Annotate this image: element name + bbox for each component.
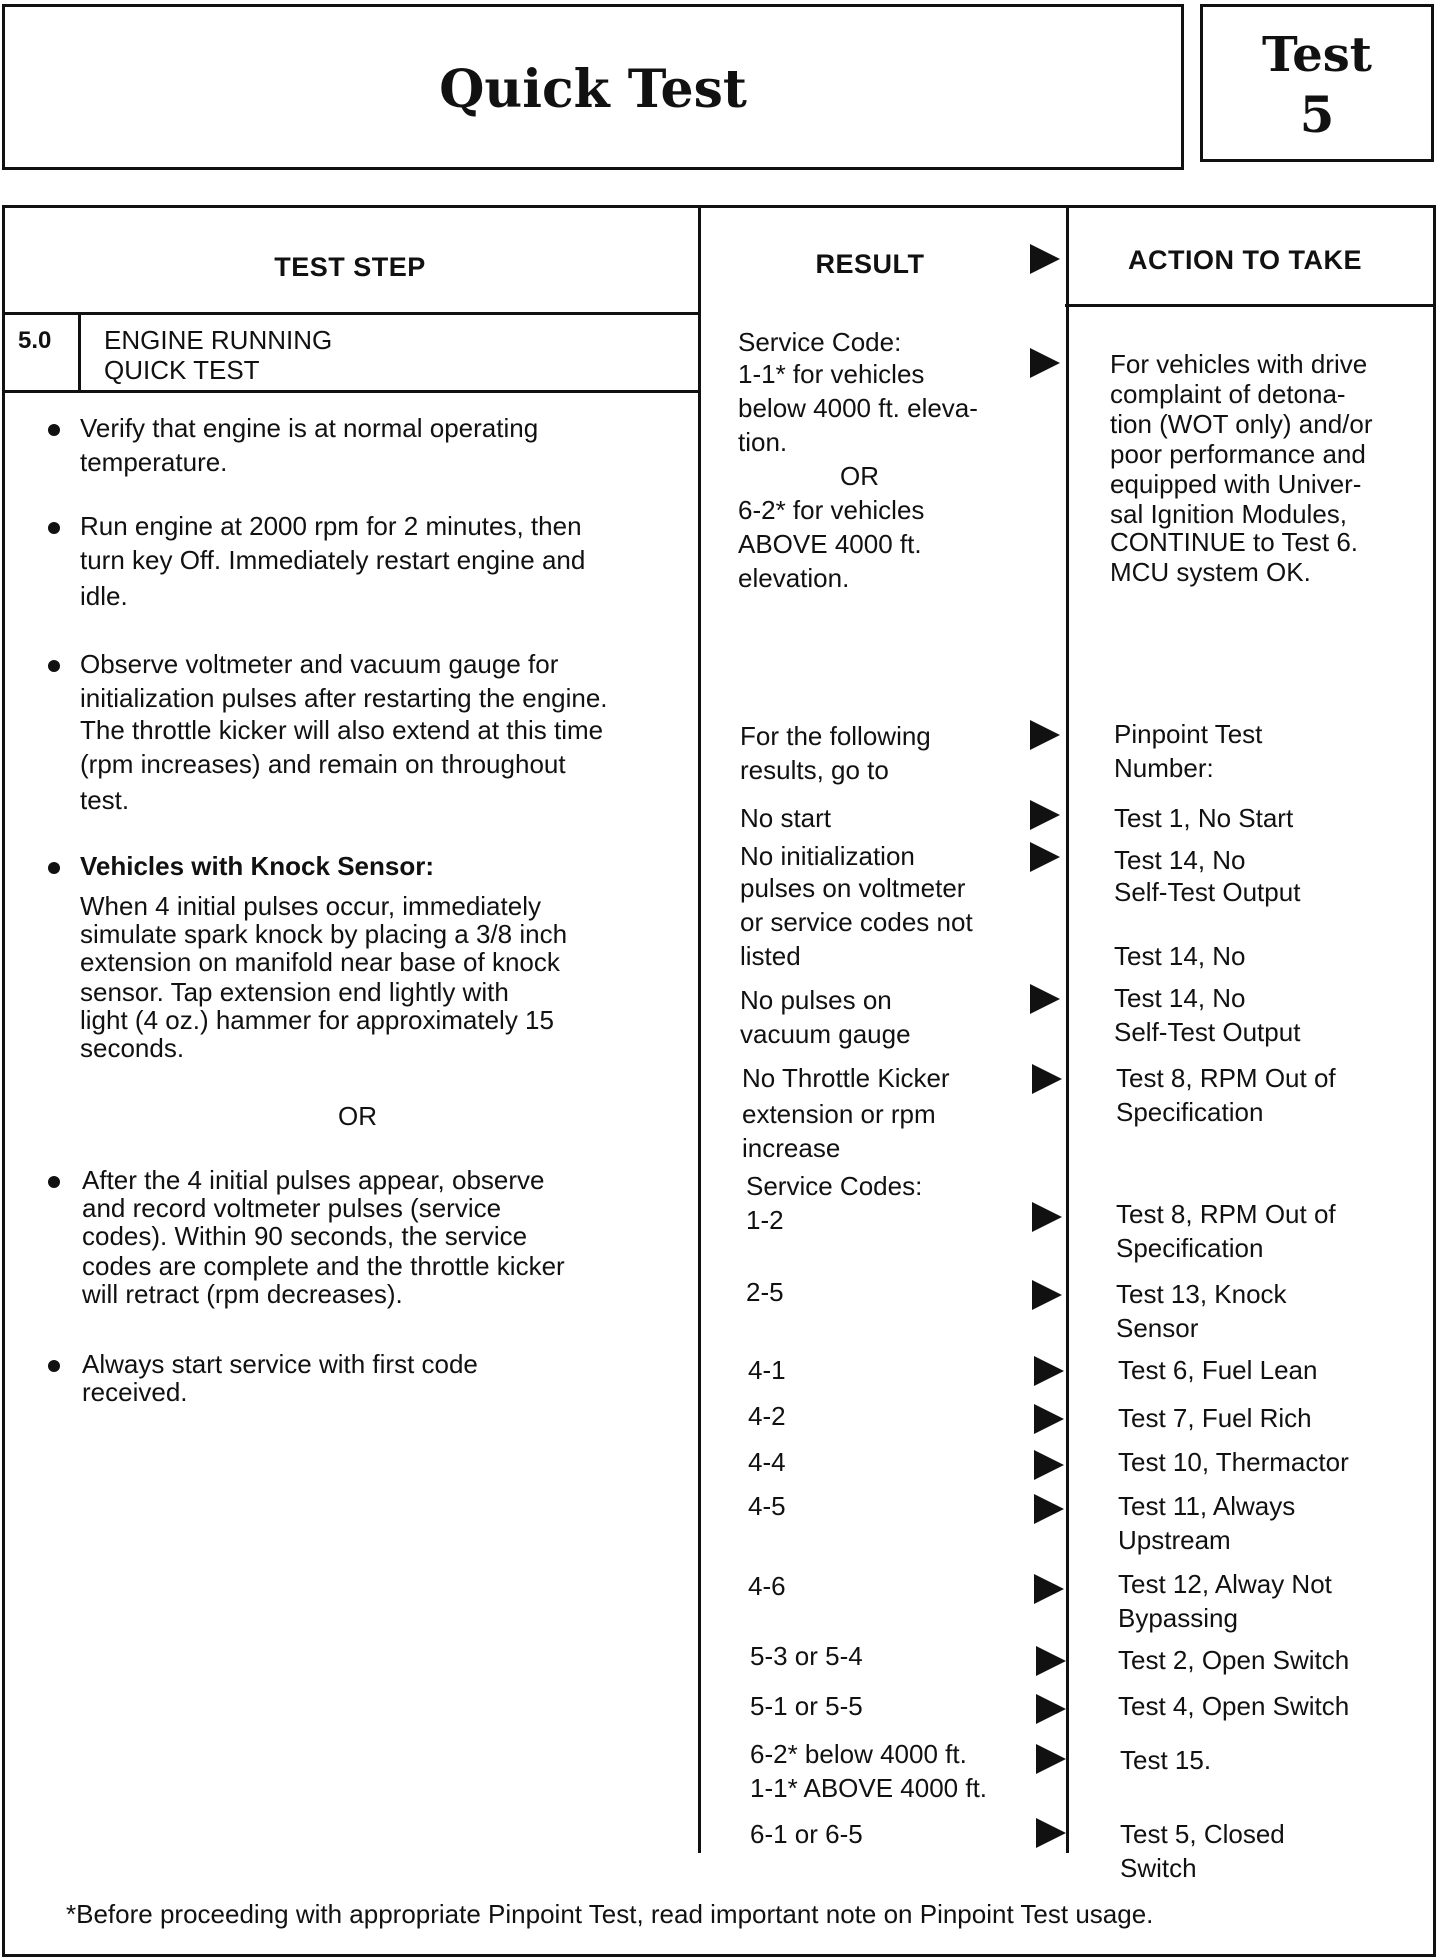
instruction-4-heading: Vehicles with Knock Sensor: [80,851,434,881]
instruction-3-line2: initialization pulses after restarting the engine. [80,683,608,713]
result-code-1-2: 1-2 [746,1205,784,1235]
result-service-code-or: OR [840,461,879,491]
result-no-init-line4: listed [740,941,801,971]
column-divider-1 [698,205,701,1853]
bullet-icon [48,660,60,672]
action-test-5-line1: Test 5, Closed [1120,1819,1285,1849]
result-service-code-line6: ABOVE 4000 ft. [738,529,922,559]
bullet-icon [48,522,60,534]
action-test-10: Test 10, Thermactor [1118,1447,1349,1477]
result-code-4-1: 4-1 [748,1355,786,1385]
instruction-4-line3: extension on manifold near base of knock [80,947,560,977]
result-no-init-line2: pulses on voltmeter [740,873,966,903]
result-code-4-4: 4-4 [748,1447,786,1477]
instruction-3-line3: The throttle kicker will also extend at this time [80,715,604,745]
instruction-6-line2: received. [82,1377,188,1407]
instruction-1-line2: temperature. [80,447,228,477]
action-test-13-line1: Test 13, Knock [1116,1279,1287,1309]
result-no-pulses-line1: No pulses on [740,985,892,1015]
result-service-code-line1: Service Code: [738,327,902,357]
column-header-action: ACTION TO TAKE [1128,245,1362,275]
step-title-rule [2,390,700,393]
header-rule-left [2,312,700,315]
action-test-14a-line1: Test 14, No [1114,845,1246,875]
result-no-init-line3: or service codes not [740,907,973,937]
result-service-codes-label: Service Codes: [746,1171,923,1201]
result-code-6-2-line2: 1-1* ABOVE 4000 ft. [750,1773,988,1803]
instruction-2-line2: turn key Off. Immediately restart engine and [80,545,586,575]
action-test-14c-line1: Test 14, No [1114,983,1246,1013]
result-following-line1: For the following [740,721,931,751]
action-ok-line8: MCU system OK. [1110,557,1311,587]
action-test-8a-line2: Specification [1116,1097,1264,1127]
result-code-4-6: 4-6 [748,1571,786,1601]
instruction-1-line1: Verify that engine is at normal operating [80,413,539,443]
instruction-2-line1: Run engine at 2000 rpm for 2 minutes, then [80,511,582,541]
result-service-code-line3: below 4000 ft. eleva- [738,393,978,423]
instruction-2-line3: idle. [80,581,128,611]
instruction-4-line4: sensor. Tap extension end lightly with [80,977,509,1007]
result-code-5-3: 5-3 or 5-4 [750,1641,863,1671]
action-test-6: Test 6, Fuel Lean [1118,1355,1318,1385]
instruction-4-line6: seconds. [80,1033,185,1063]
step-title-line2: QUICK TEST [104,355,260,385]
result-no-kicker-line1: No Throttle Kicker [742,1063,950,1093]
action-test-12-line1: Test 12, Alway Not [1118,1569,1332,1599]
arrow-icon [1034,1574,1064,1604]
arrow-icon [1034,1494,1064,1524]
instruction-3-line5: test. [80,785,130,815]
bullet-icon [48,862,60,874]
instruction-5-line4: codes are complete and the throttle kicker [82,1251,565,1281]
action-ok-line5: equipped with Univer- [1110,469,1362,499]
bullet-icon [48,1176,60,1188]
arrow-icon [1036,1744,1066,1774]
action-ok-line2: complaint of detona- [1110,379,1346,409]
result-no-start: No start [740,803,832,833]
action-test-8b-line2: Specification [1116,1233,1264,1263]
instruction-5-line1: After the 4 initial pulses appear, observe [82,1165,545,1195]
arrow-icon [1034,1450,1064,1480]
arrow-icon [1032,1064,1062,1094]
arrow-icon [1036,1694,1066,1724]
arrow-icon [1034,1404,1064,1434]
action-ok-line6: sal Ignition Modules, [1110,499,1348,529]
bullet-icon [48,1360,60,1372]
instruction-5-line3: codes). Within 90 seconds, the service [82,1221,528,1251]
page-title: Quick Test [439,59,747,120]
instruction-5-line2: and record voltmeter pulses (service [82,1193,502,1223]
action-test-8a-line1: Test 8, RPM Out of [1116,1063,1336,1093]
arrow-icon [1030,984,1060,1014]
instruction-3-line1: Observe voltmeter and vacuum gauge for [80,649,559,679]
result-no-kicker-line2: extension or rpm [742,1099,936,1129]
result-code-6-1: 6-1 or 6-5 [750,1819,863,1849]
arrow-icon [1036,1646,1066,1676]
instruction-6-line1: Always start service with first code [82,1349,478,1379]
column-header-test-step: TEST STEP [274,252,426,282]
instruction-5-line5: will retract (rpm decreases). [82,1279,403,1309]
arrow-icon [1034,1356,1064,1386]
result-code-6-2-line1: 6-2* below 4000 ft. [750,1739,967,1769]
instruction-4-line5: light (4 oz.) hammer for approximately 15 [80,1005,554,1035]
result-no-init-line1: No initialization [740,841,915,871]
action-test-13-line2: Sensor [1116,1313,1199,1343]
instruction-3-line4: (rpm increases) and remain on throughout [80,749,566,779]
arrow-icon [1036,1818,1066,1848]
result-service-code-line2: 1-1* for vehicles [738,359,925,389]
action-ok-line4: poor performance and [1110,439,1366,469]
action-ok-line3: tion (WOT only) and/or [1110,409,1373,439]
result-code-2-5: 2-5 [746,1277,784,1307]
action-test-11-line1: Test 11, Always [1118,1491,1296,1521]
footnote: *Before proceeding with appropriate Pinpoint Test, read important note on Pinpoint Test usage. [66,1899,1154,1929]
column-header-result: RESULT [815,249,925,279]
action-pinpoint-line2: Number: [1114,753,1214,783]
result-service-code-line4: tion. [738,427,788,457]
test-label: Test [1262,27,1372,83]
action-test-8b-line1: Test 8, RPM Out of [1116,1199,1336,1229]
title-box [2,4,1184,170]
step-number-divider [78,312,81,392]
action-test-4: Test 4, Open Switch [1118,1691,1350,1721]
result-code-5-1: 5-1 or 5-5 [750,1691,863,1721]
action-test-12-line2: Bypassing [1118,1603,1238,1633]
column-divider-2 [1066,205,1069,1853]
action-test-1: Test 1, No Start [1114,803,1294,833]
step-number: 5.0 [18,327,52,354]
result-code-4-5: 4-5 [748,1491,786,1521]
action-test-14c-line2: Self-Test Output [1114,1017,1301,1047]
result-following-line2: results, go to [740,755,889,785]
header-arrow-icon [1030,244,1060,274]
arrow-icon [1030,800,1060,830]
result-no-pulses-line2: vacuum gauge [740,1019,911,1049]
action-test-2: Test 2, Open Switch [1118,1645,1350,1675]
result-no-kicker-line3: increase [742,1133,841,1163]
action-pinpoint-line1: Pinpoint Test [1114,719,1263,749]
action-ok-line7: CONTINUE to Test 6. [1110,527,1359,557]
action-test-11-line2: Upstream [1118,1525,1231,1555]
action-test-7: Test 7, Fuel Rich [1118,1403,1312,1433]
action-test-14a-line2: Self-Test Output [1114,877,1301,907]
step-title-line1: ENGINE RUNNING [104,325,333,355]
action-ok-line1: For vehicles with drive [1110,349,1368,379]
instruction-4-line2: simulate spark knock by placing a 3/8 inch [80,919,568,949]
action-test-15: Test 15. [1120,1745,1212,1775]
action-test-5-line2: Switch [1120,1853,1197,1883]
header-rule-right [1065,304,1436,307]
test-number-box [1200,4,1434,162]
test-number: 5 [1299,85,1335,144]
bullet-icon [48,424,60,436]
arrow-icon [1030,348,1060,378]
result-service-code-line7: elevation. [738,563,850,593]
instruction-4-line1: When 4 initial pulses occur, immediately [80,891,541,921]
result-code-4-2: 4-2 [748,1401,786,1431]
result-service-code-line5: 6-2* for vehicles [738,495,925,525]
instruction-or: OR [338,1101,377,1131]
arrow-icon [1032,1280,1062,1310]
arrow-icon [1030,842,1060,872]
arrow-icon [1030,720,1060,750]
arrow-icon [1032,1202,1062,1232]
action-test-14b: Test 14, No [1114,941,1246,971]
